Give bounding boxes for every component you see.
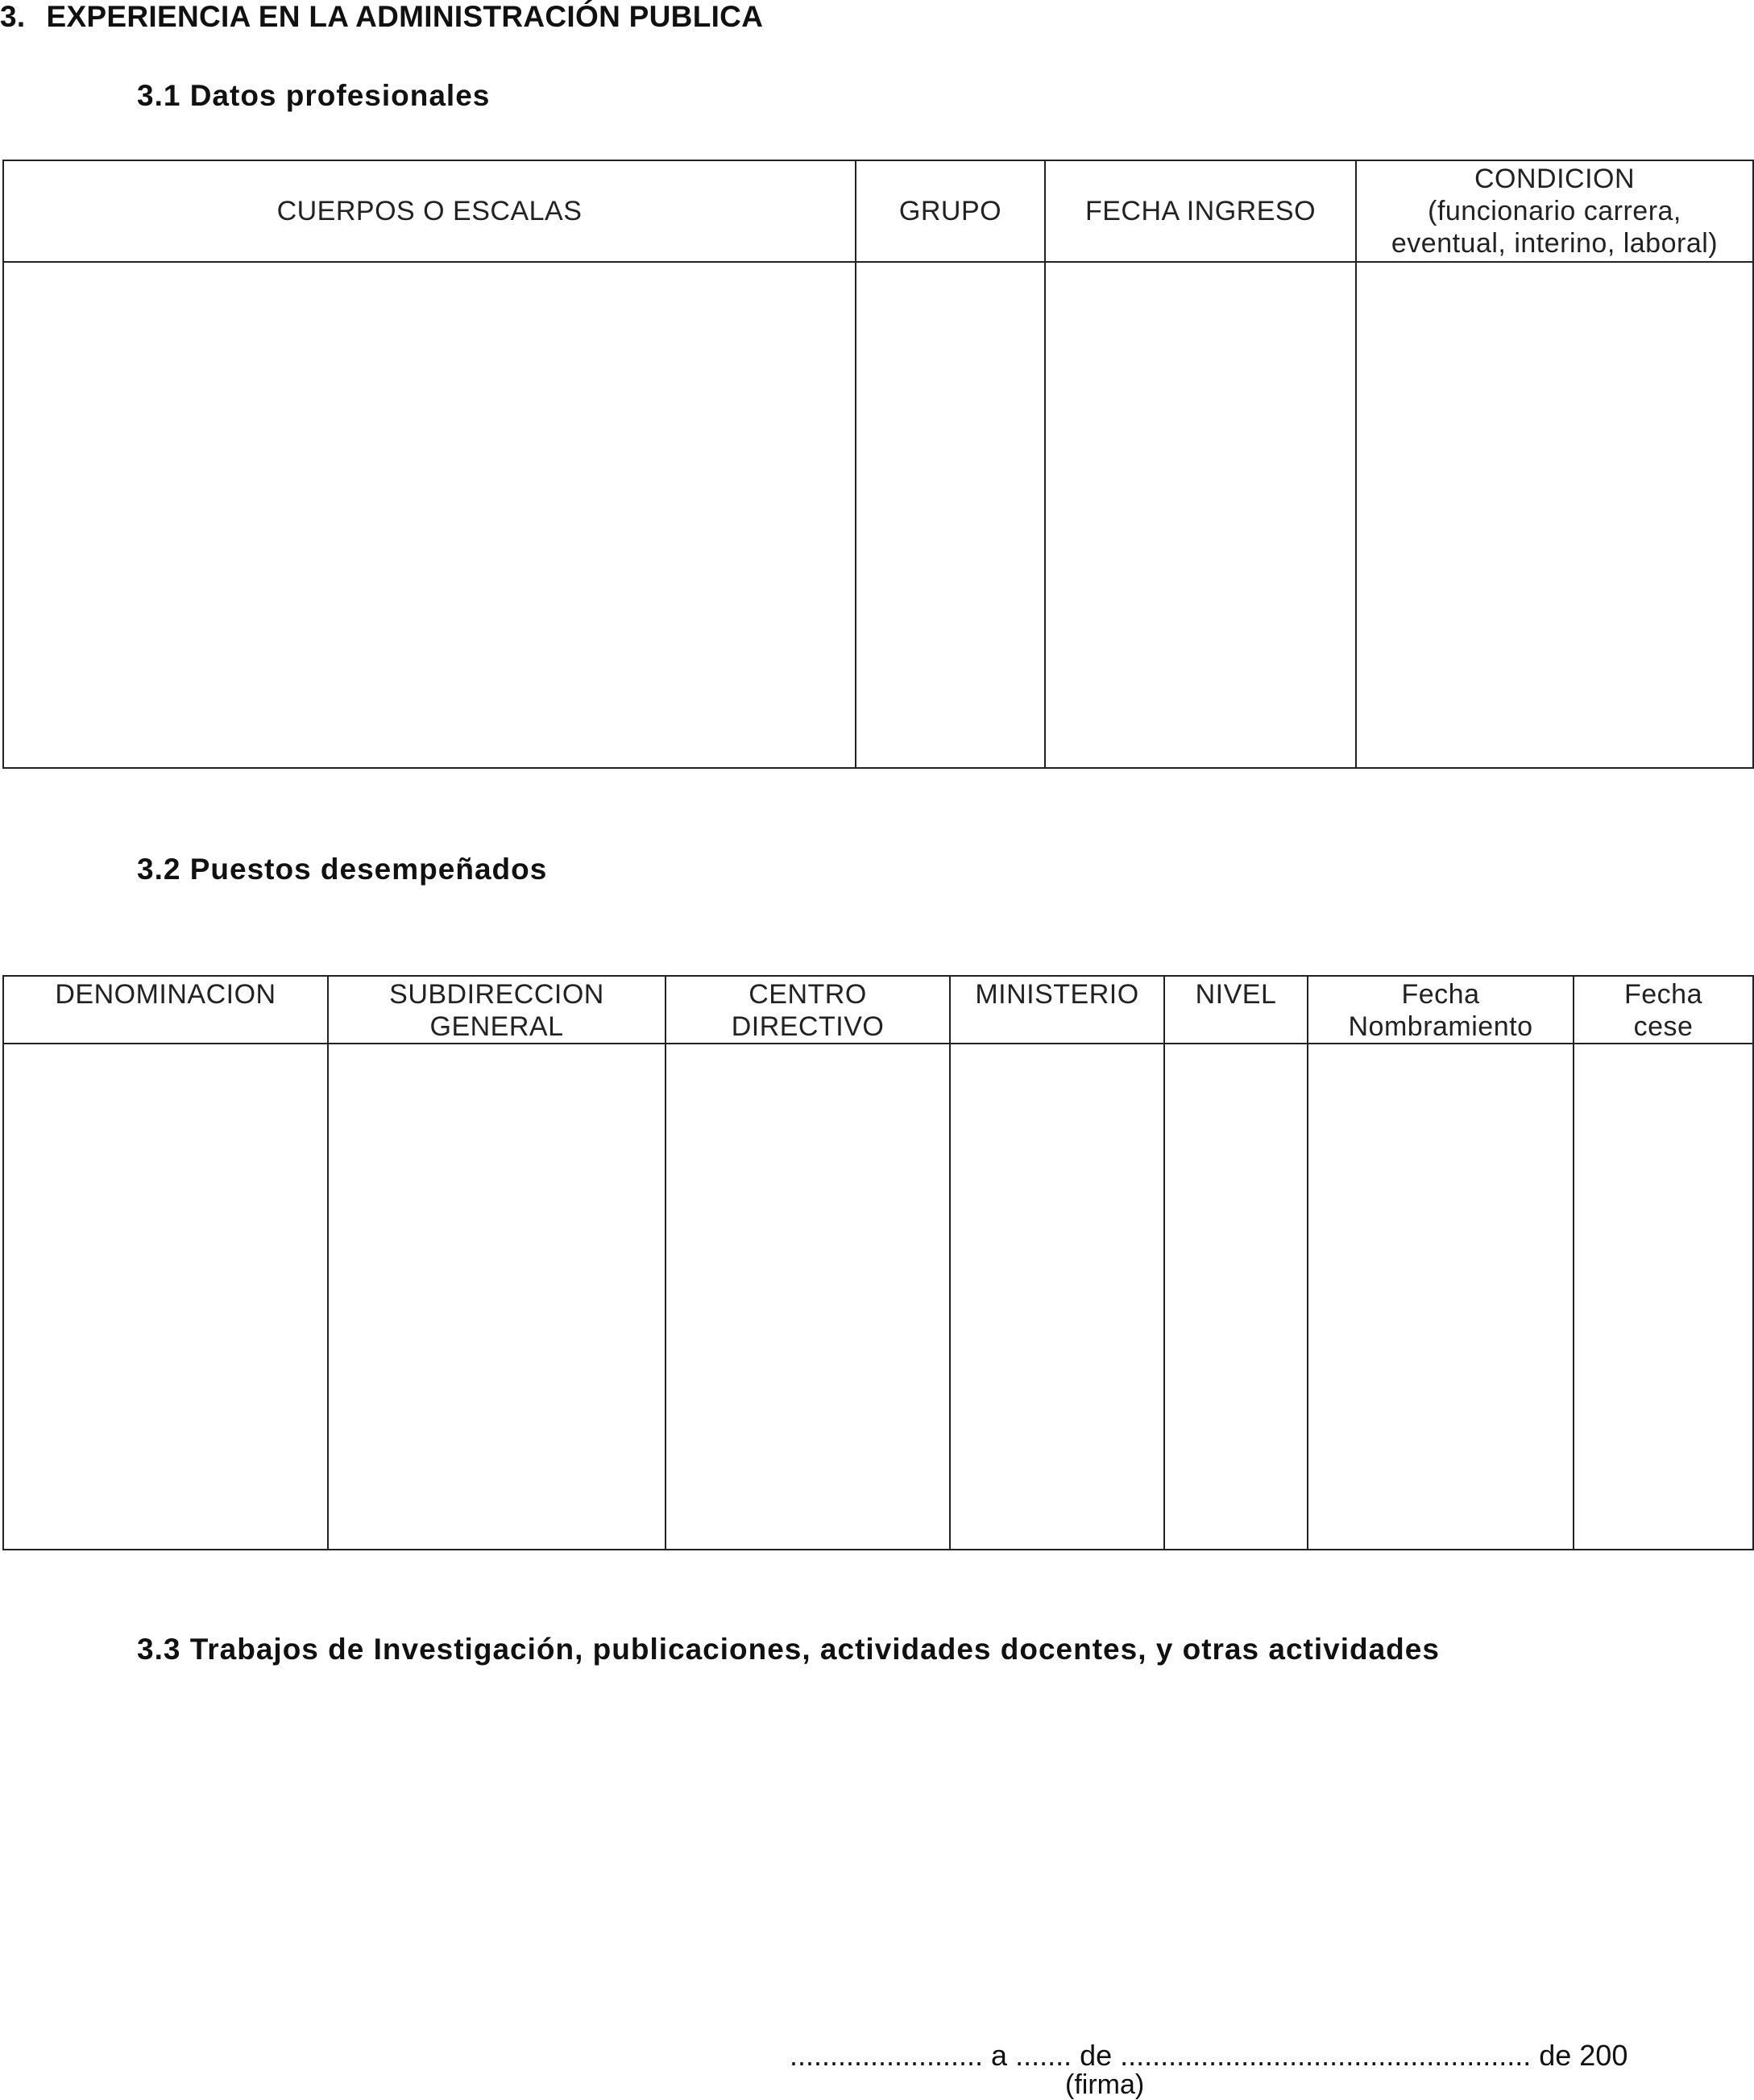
header-condicion (1356, 160, 1753, 262)
header-ministerio: MINISTERIO (950, 976, 1164, 1044)
datos-profesionales-table (2, 160, 1754, 769)
header-condicion-line2: (funcionario carrera, (1428, 196, 1681, 226)
fecha-ingreso-cell[interactable] (1045, 262, 1356, 768)
header-condicion-line3: eventual, interino, laboral) (1391, 228, 1719, 259)
header-condicion-line1: CONDICION (1474, 164, 1636, 194)
header-fecha-nomb-line2: Nombramiento (1348, 1011, 1533, 1042)
denominacion-cell[interactable] (3, 1044, 328, 1550)
condicion-cell[interactable] (1356, 262, 1753, 768)
date-signature-line: ........................ a ....... de ................................................... de 200 (790, 2039, 1628, 2072)
subdireccion-cell[interactable] (328, 1044, 666, 1550)
subsection-3-2-title: 3.2 Puestos desempeñados (137, 853, 548, 886)
section-title: EXPERIENCIA EN LA ADMINISTRACIÓN PUBLICA (46, 0, 764, 33)
fecha-cese-cell[interactable] (1574, 1044, 1753, 1550)
header-fecha-nomb-line1: Fecha (1401, 979, 1480, 1010)
nivel-cell[interactable] (1164, 1044, 1308, 1550)
header-fecha-ingreso: FECHA INGRESO (1045, 160, 1356, 262)
table-row (3, 262, 1753, 768)
table-header-row (3, 160, 1753, 262)
section-number: 3. (0, 0, 26, 33)
header-subdireccion-line2: GENERAL (429, 1011, 564, 1042)
header-subdireccion-line1: SUBDIRECCION (389, 979, 604, 1010)
header-nivel: NIVEL (1164, 976, 1308, 1044)
header-fecha-cese-line1: Fecha (1624, 979, 1702, 1010)
header-centro-line1: CENTRO (748, 979, 867, 1010)
header-cuerpos-escalas: CUERPOS O ESCALAS (3, 160, 856, 262)
centro-directivo-cell[interactable] (666, 1044, 950, 1550)
header-fecha-nombramiento (1308, 976, 1574, 1044)
header-denominacion: DENOMINACION (3, 976, 328, 1044)
header-fecha-cese-line2: cese (1633, 1011, 1694, 1042)
subsection-3-3-title: 3.3 Trabajos de Investigación, publicaciones, actividades docentes, y otras actividades (137, 1633, 1440, 1666)
grupo-cell[interactable] (856, 262, 1045, 768)
table-row (3, 1044, 1753, 1550)
subsection-3-1-title: 3.1 Datos profesionales (137, 79, 491, 112)
cuerpos-cell[interactable] (3, 262, 856, 768)
header-centro-line2: DIRECTIVO (731, 1011, 885, 1042)
header-fecha-cese (1574, 976, 1753, 1044)
signature-label: (firma) (1065, 2069, 1145, 2100)
fecha-nombramiento-cell[interactable] (1308, 1044, 1574, 1550)
header-grupo: GRUPO (856, 160, 1045, 262)
header-subdireccion-general (328, 976, 666, 1044)
section-heading (0, 0, 763, 34)
ministerio-cell[interactable] (950, 1044, 1164, 1550)
puestos-desempenados-table (2, 975, 1754, 1550)
table-header-row (3, 976, 1753, 1044)
header-centro-directivo (666, 976, 950, 1044)
